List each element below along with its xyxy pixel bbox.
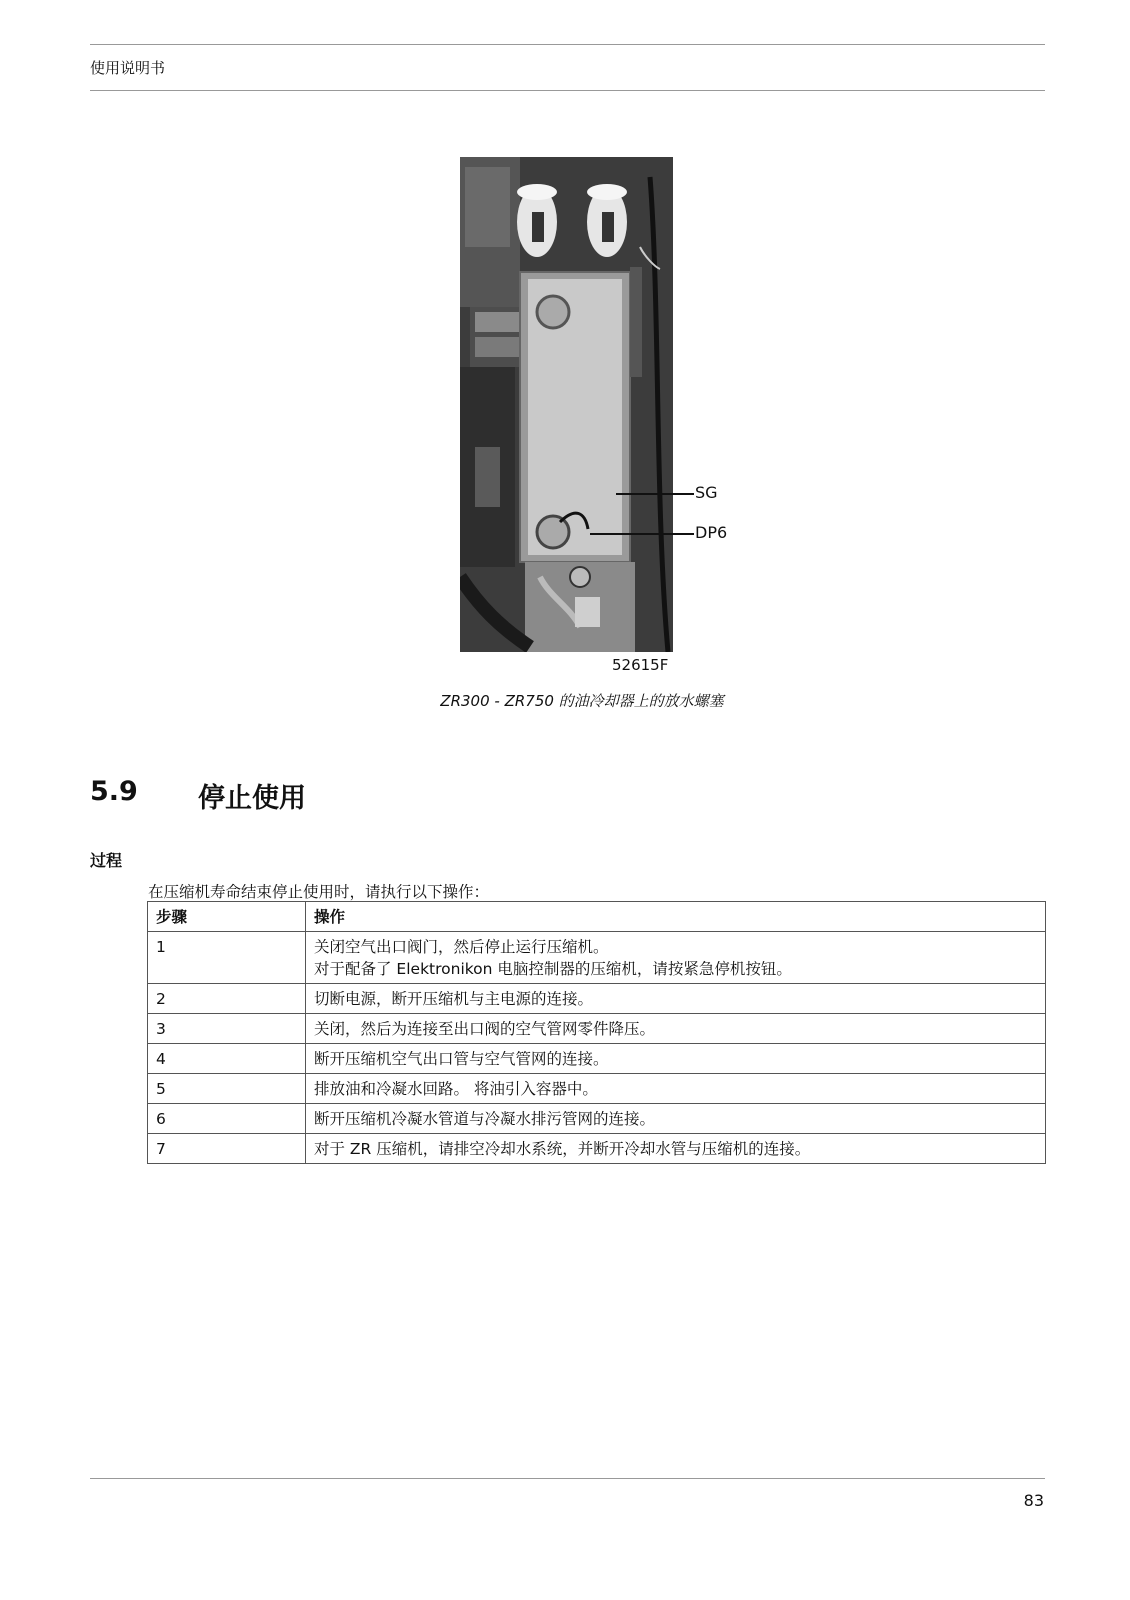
header-title: 使用说明书 (90, 59, 166, 77)
table-row (148, 984, 1046, 1014)
step-action-line: 断开压缩机冷凝水管道与冷凝水排污管网的连接。 (314, 1110, 656, 1128)
step-number: 7 (148, 1134, 306, 1164)
step-number: 2 (148, 984, 306, 1014)
header-rule (90, 44, 1045, 45)
figure-caption-text: ZR300 - ZR750 的油冷却器上的放水螺塞 (440, 692, 724, 710)
step-column-header: 步骤 (148, 902, 306, 932)
section-title: 停止使用 (198, 783, 306, 814)
step-action (306, 1104, 1046, 1134)
step-number: 3 (148, 1014, 306, 1044)
callout-line-sg (616, 493, 694, 495)
callout-label-dp6: DP6 (695, 523, 728, 542)
oil-cooler-figure (460, 157, 735, 677)
step-action (306, 1014, 1046, 1044)
table-row (148, 1134, 1046, 1164)
table-row (148, 1044, 1046, 1074)
table-row (148, 1014, 1046, 1044)
step-action-line: 关闭空气出口阀门，然后停止运行压缩机。 (314, 938, 609, 956)
figure-id: 52615F (612, 656, 669, 674)
step-number: 6 (148, 1104, 306, 1134)
step-action-line: 断开压缩机空气出口管与空气管网的连接。 (314, 1050, 609, 1068)
callout-line-dp6 (590, 533, 694, 535)
step-action-line: 关闭，然后为连接至出口阀的空气管网零件降压。 (314, 1020, 656, 1038)
step-number: 1 (148, 932, 306, 984)
step-action-line: 排放油和冷凝水回路。 将油引入容器中。 (314, 1080, 598, 1098)
step-action (306, 984, 1046, 1014)
table-row (148, 932, 1046, 984)
step-action (306, 932, 1046, 984)
header-rule (90, 90, 1045, 91)
table-row (148, 1074, 1046, 1104)
section-number: 5.9 (90, 776, 138, 807)
procedure-intro: 在压缩机寿命结束停止使用时，请执行以下操作： (148, 883, 490, 901)
step-action-line: 对于配备了 Elektronikon 电脑控制器的压缩机，请按紧急停机按钮。 (314, 960, 792, 978)
step-number: 5 (148, 1074, 306, 1104)
step-action (306, 1044, 1046, 1074)
page-number: 83 (1023, 1491, 1044, 1510)
figure-caption (0, 690, 1130, 711)
step-action-line: 切断电源，断开压缩机与主电源的连接。 (314, 990, 594, 1008)
action-column-header: 操作 (306, 902, 1046, 932)
footer-rule (90, 1478, 1045, 1479)
step-action-line: 对于 ZR 压缩机，请排空冷却水系统，并断开冷却水管与压缩机的连接。 (314, 1140, 811, 1158)
procedure-label: 过程 (90, 851, 123, 870)
table-header-row (148, 902, 1046, 932)
procedure-table (147, 901, 1046, 1164)
step-number: 4 (148, 1044, 306, 1074)
callout-label-sg: SG (695, 483, 718, 502)
oil-cooler-photo (460, 157, 673, 652)
step-action (306, 1074, 1046, 1104)
step-action (306, 1134, 1046, 1164)
table-row (148, 1104, 1046, 1134)
